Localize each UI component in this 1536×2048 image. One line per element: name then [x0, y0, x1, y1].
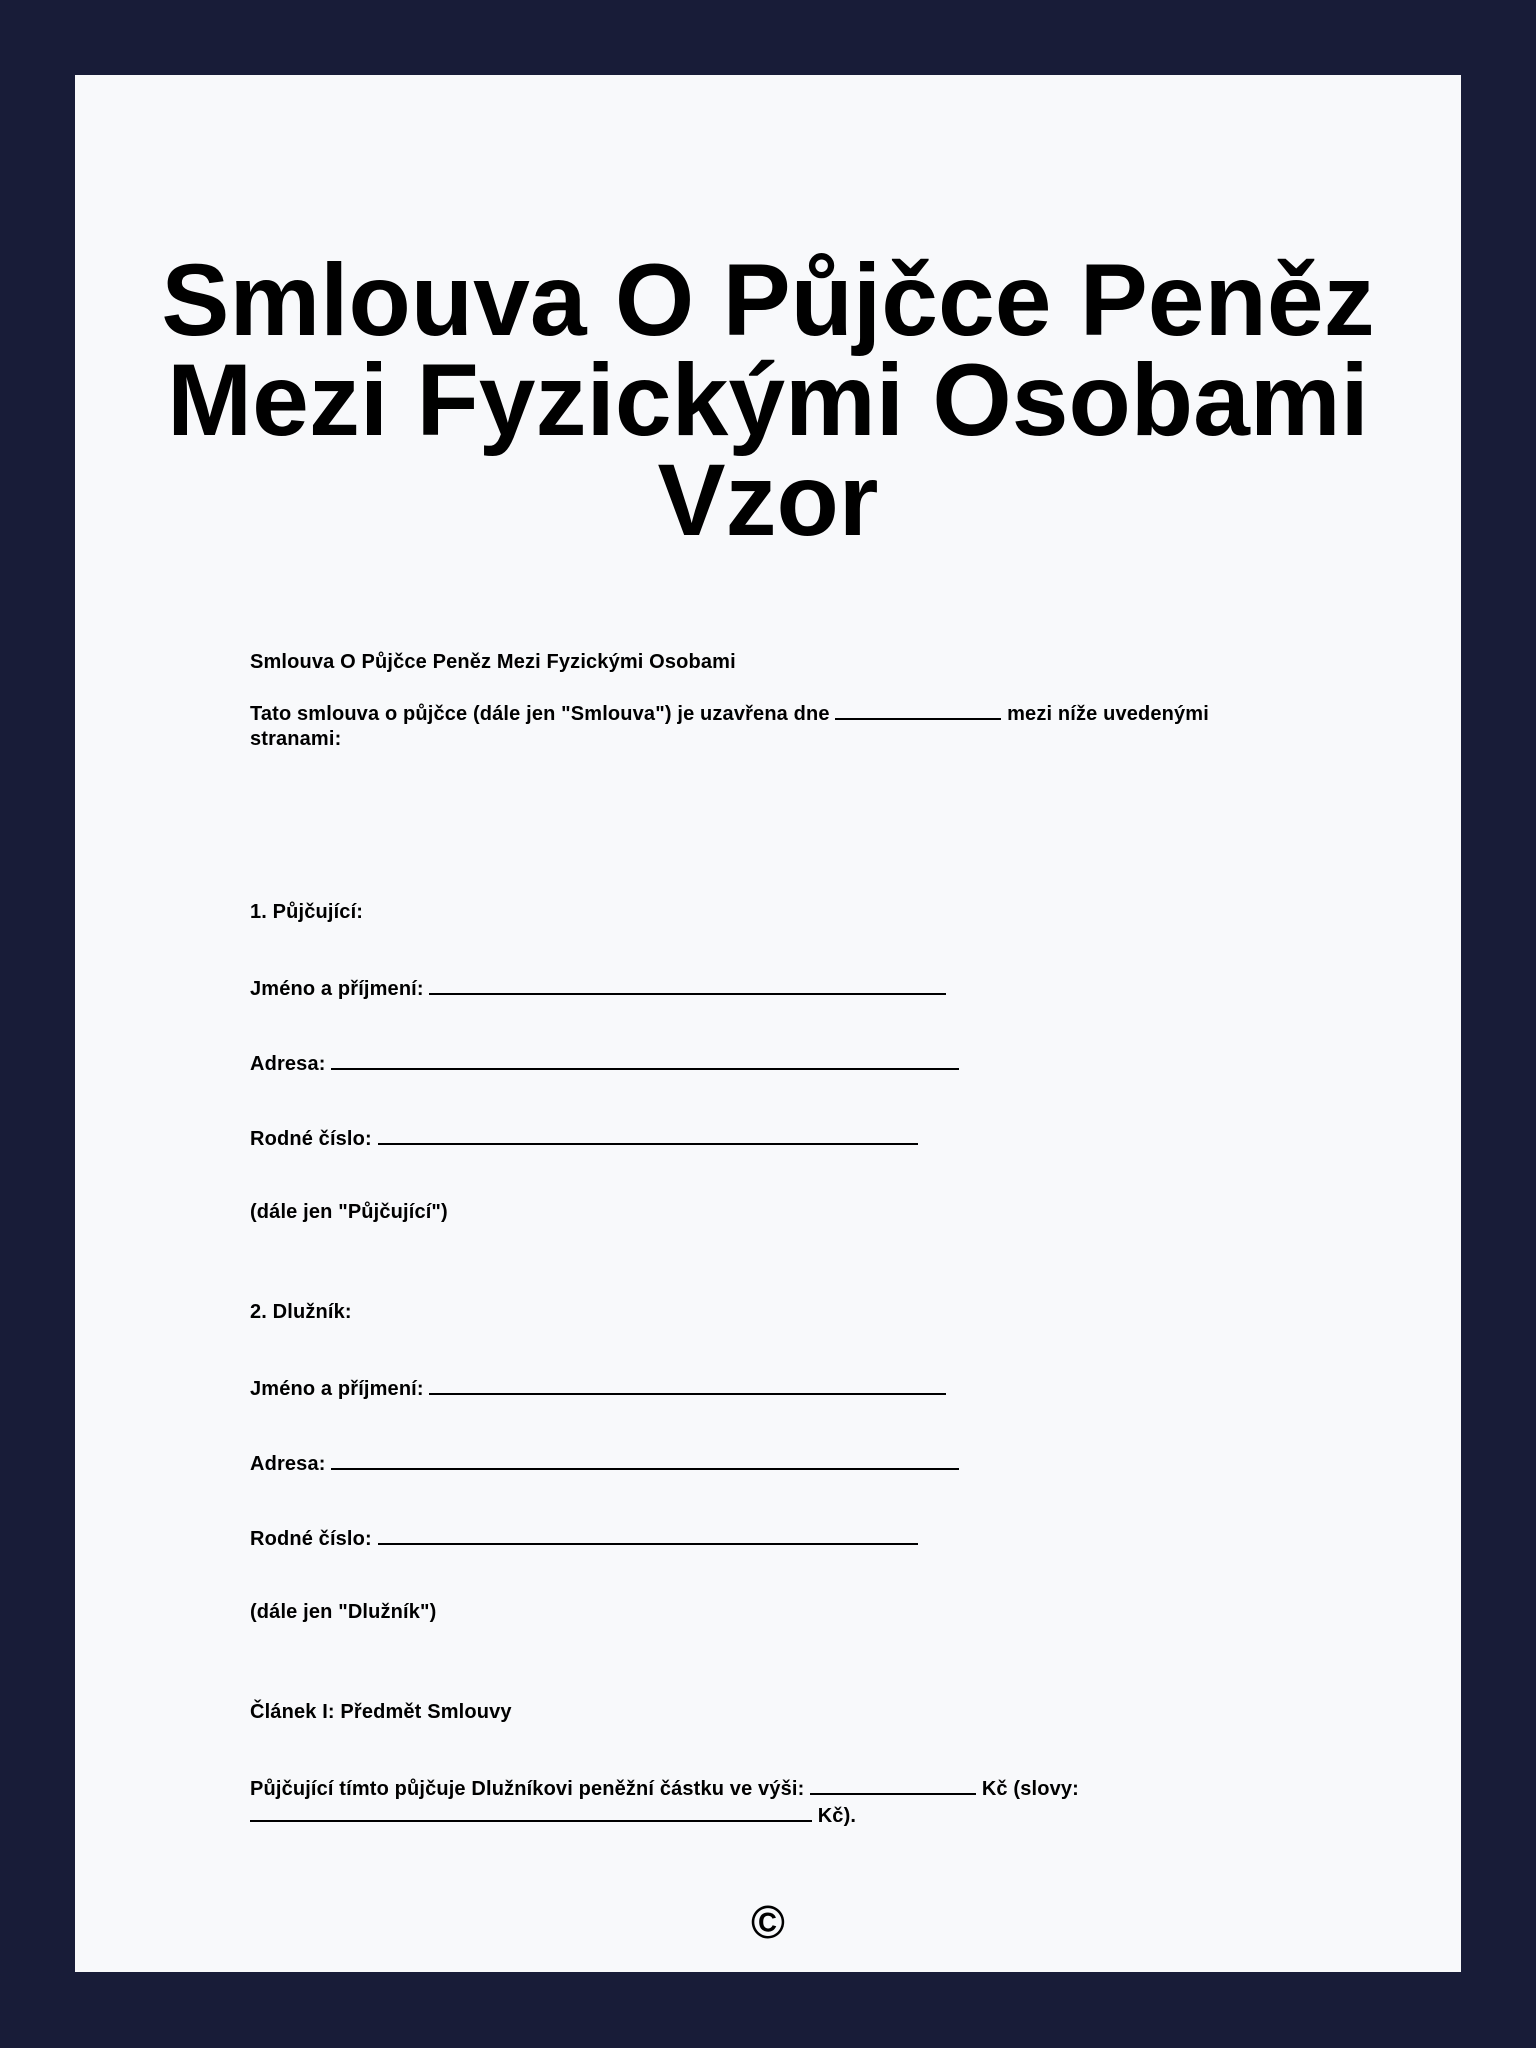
lender-name-blank-line[interactable]	[429, 975, 946, 995]
borrower-address-label: Adresa:	[250, 1453, 326, 1475]
document-page	[75, 75, 1461, 1972]
lender-address-label: Adresa:	[250, 1053, 326, 1075]
borrower-id-row	[250, 1525, 1290, 1552]
lender-address-row	[250, 1050, 1290, 1077]
article-1-paragraph	[250, 1775, 1150, 1829]
amount-in-words-blank-line[interactable]	[250, 1802, 812, 1822]
intro-text-before: Tato smlouva o půjčce (dále jen "Smlouva") je uzavřena dne	[250, 703, 830, 725]
title-line-2: Mezi Fyzickými Osobami	[167, 343, 1369, 457]
lender-heading: 1. Půjčující:	[250, 901, 364, 923]
borrower-address-blank-line[interactable]	[331, 1450, 959, 1470]
borrower-id-label: Rodné číslo:	[250, 1528, 372, 1550]
lender-address-blank-line[interactable]	[331, 1050, 959, 1070]
intro-text-after: mezi níže uvedenými stranami:	[250, 703, 1209, 750]
amount-blank-line[interactable]	[810, 1775, 976, 1795]
date-blank-line[interactable]	[835, 700, 1001, 720]
article-1-text-middle: Kč (slovy:	[981, 1778, 1079, 1800]
lender-id-label: Rodné číslo:	[250, 1128, 372, 1150]
article-1-heading: Článek I: Předmět Smlouvy	[250, 1701, 512, 1723]
article-1-text-end: Kč).	[817, 1805, 857, 1827]
title-line-3: Vzor	[657, 443, 879, 557]
lender-name-row	[250, 975, 1290, 1002]
title-line-1: Smlouva O Půjčce Peněz	[161, 243, 1375, 357]
intro-paragraph	[250, 700, 1250, 752]
contract-subtitle: Smlouva O Půjčce Peněz Mezi Fyzickými Osobami	[250, 651, 736, 673]
copyright-symbol: ©	[751, 1896, 785, 1948]
lender-alias: (dále jen "Půjčující")	[250, 1201, 448, 1223]
borrower-alias: (dále jen "Dlužník")	[250, 1601, 437, 1623]
borrower-address-row	[250, 1450, 1290, 1477]
borrower-id-blank-line[interactable]	[378, 1525, 918, 1545]
document-title	[75, 243, 1461, 557]
lender-id-row	[250, 1125, 1290, 1152]
lender-name-label: Jméno a příjmení:	[250, 978, 424, 1000]
borrower-heading: 2. Dlužník:	[250, 1301, 352, 1323]
borrower-name-row	[250, 1375, 1290, 1402]
lender-id-blank-line[interactable]	[378, 1125, 918, 1145]
borrower-name-label: Jméno a příjmení:	[250, 1378, 424, 1400]
borrower-name-blank-line[interactable]	[429, 1375, 946, 1395]
article-1-text-before: Půjčující tímto půjčuje Dlužníkovi peněžní částku ve výši:	[250, 1778, 805, 1800]
